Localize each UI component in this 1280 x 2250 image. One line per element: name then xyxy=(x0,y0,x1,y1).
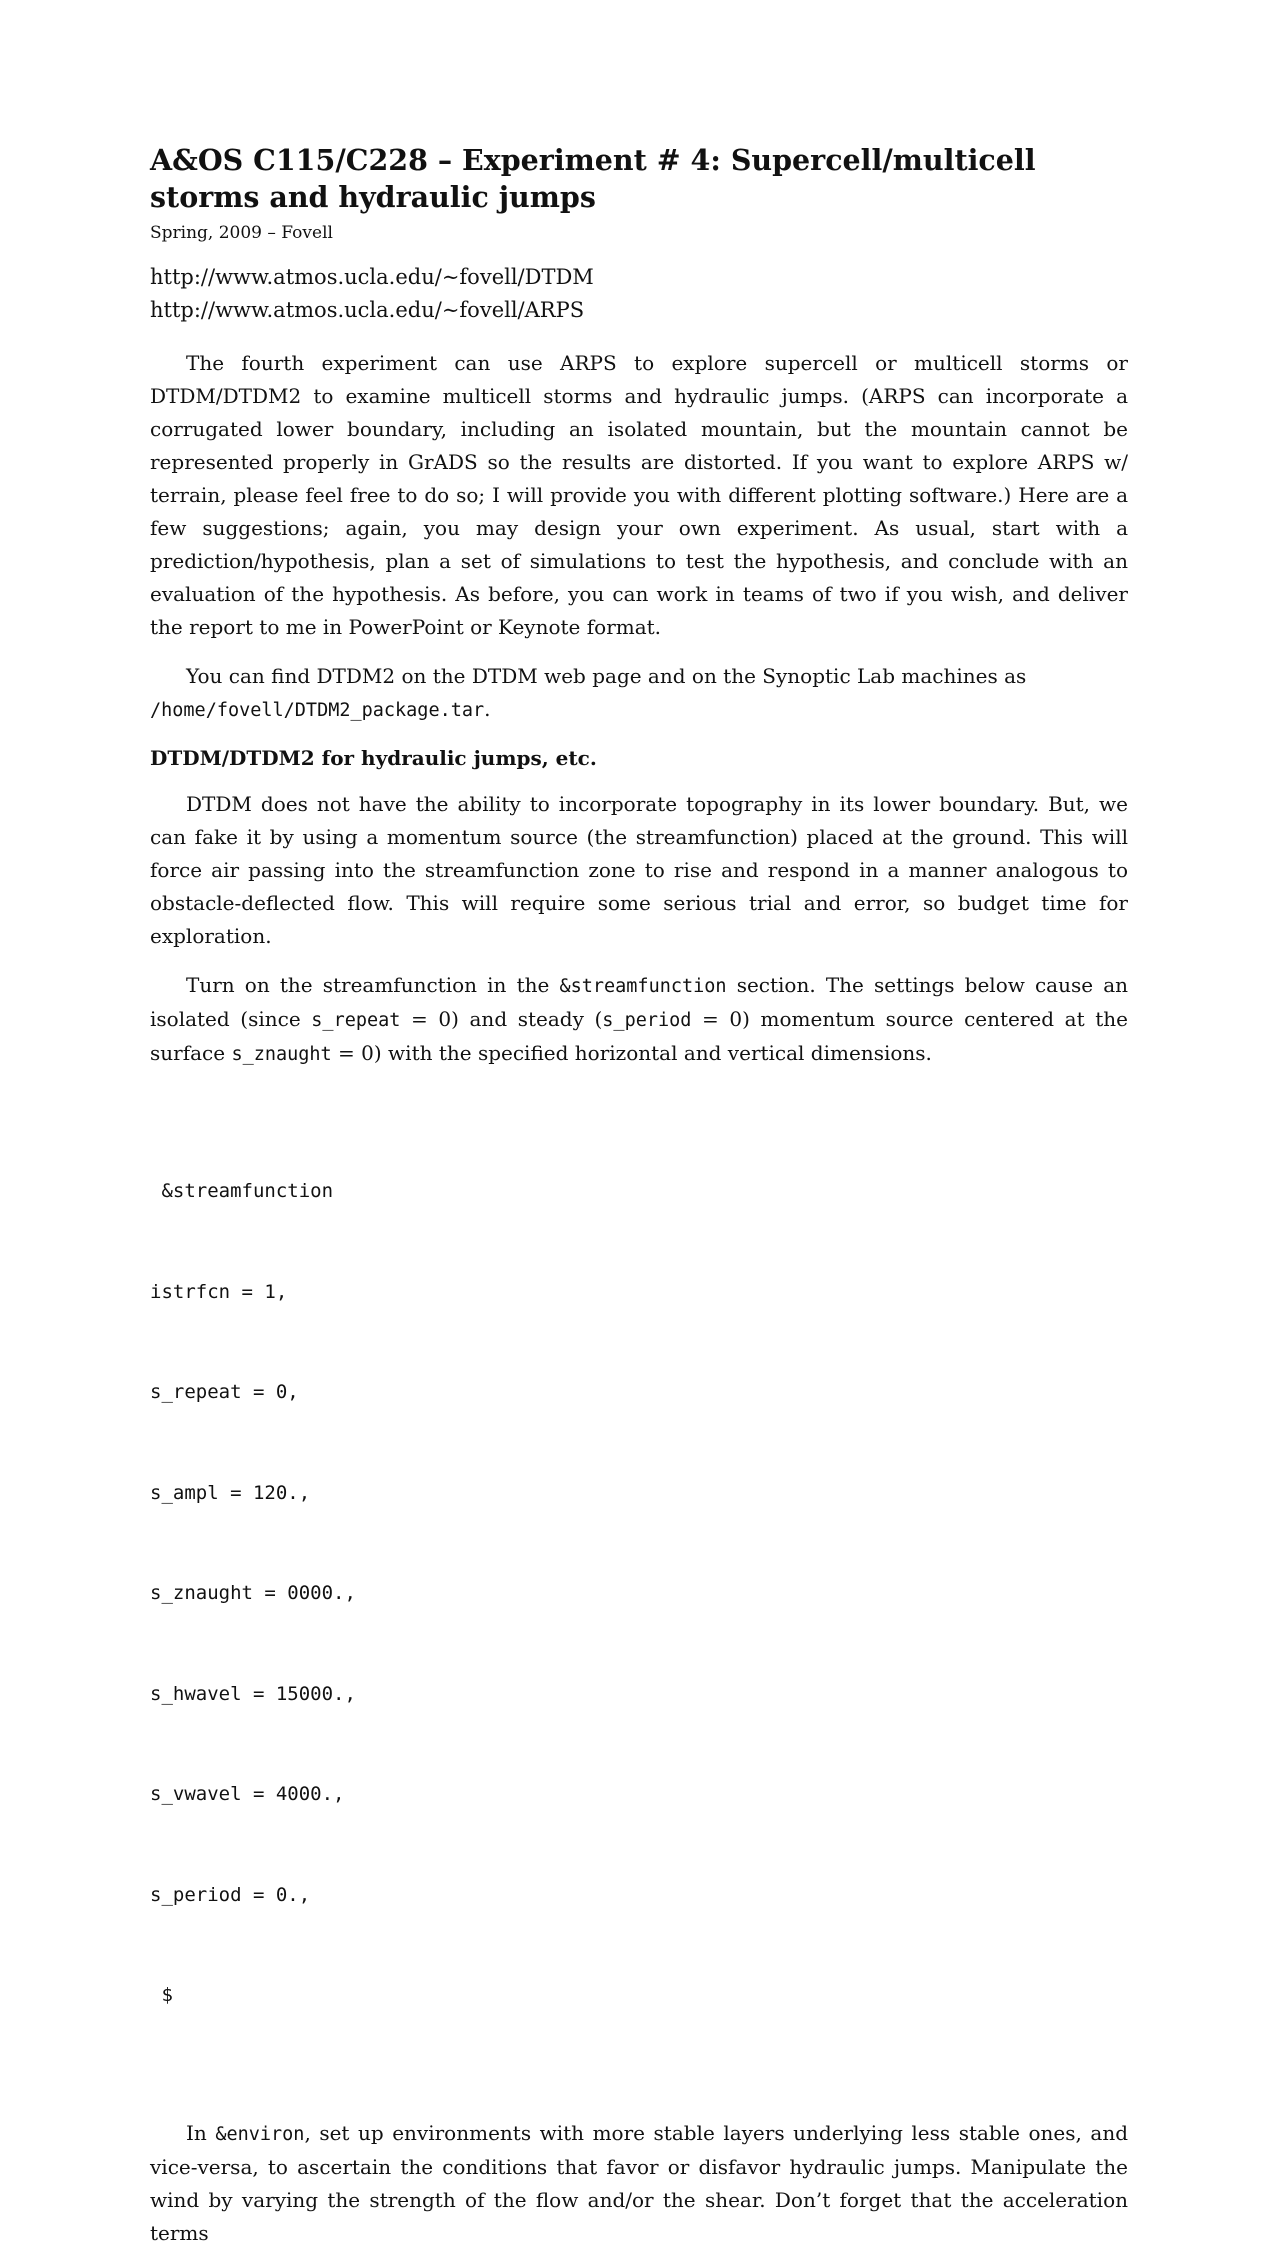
code-line: s_repeat = 0, xyxy=(150,1381,299,1403)
paragraph-environ xyxy=(150,2117,1128,2250)
code-line: s_vwavel = 4000., xyxy=(150,1783,345,1805)
p4-text-2: section. The settings below cause an isolated (since xyxy=(150,973,1129,1031)
p4-code-s-repeat: s_repeat xyxy=(311,1010,401,1031)
p4-text-3: = 0) and steady ( xyxy=(411,1007,603,1031)
code-line: s_period = 0., xyxy=(150,1883,311,1906)
document-page xyxy=(150,142,1128,2250)
url-list xyxy=(150,261,1128,327)
code-line: istrfcn = 1, xyxy=(150,1280,288,1303)
paragraph-dtdm2-end: . xyxy=(484,697,491,721)
code-line: s_znaught = 0000., xyxy=(150,1582,356,1604)
p4-code-s-znaught: s_znaught xyxy=(231,1044,332,1065)
p5-code-environ: &environ xyxy=(215,2123,305,2145)
document-title: A&OS C115/C228 – Experiment # 4: Supercell/multicell storms and hydraulic jumps xyxy=(150,143,1036,214)
code-line: $ xyxy=(150,1984,173,2006)
section-heading: DTDM/DTDM2 for hydraulic jumps, etc. xyxy=(150,746,597,770)
p4-text-4: = 0) momentum source centered at the surface xyxy=(150,1007,1128,1065)
code-line: s_hwavel = 15000., xyxy=(150,1682,356,1705)
url-dtdm[interactable]: http://www.atmos.ucla.edu/∼fovell/DTDM xyxy=(150,265,594,289)
paragraph-dtdm2-text: You can find DTDM2 on the DTDM web page and on the Synoptic Lab machines as xyxy=(186,664,1027,688)
code-line: &streamfunction xyxy=(150,1180,334,1202)
paragraph-intro: The fourth experiment can use ARPS to explore supercell or multicell storms or DTDM/DTDM2 to examine multicell storms and hydraulic jumps. (ARPS can incorporate a corrugated lower boundary, including an isolated mountain, but the mountain cannot be represented properly in GrADS so the results are distorted. If you want to explore ARPS w/ terrain, please feel free to do so; I will provide you with different plotting software.) Here are a few suggestions; again, you may design your own experiment. As usual, start with a prediction/hypothesis, plan a set of simulations to test the hypothesis, and conclude with an evaluation of the hypothesis. As before, you can work in teams of two if you wish, and deliver the report to me in PowerPoint or Keynote format. xyxy=(150,351,1128,639)
paragraph-streamfunction xyxy=(150,969,1128,1071)
p5-text-2: , set up environments with more stable layers underlying less stable ones, and vice-versa, to ascertain the conditions that favor or disfavor hydraulic jumps. Manipulate the wind by varying the strength of the flow and/or the shear. Don’t forget that the acceleration terms xyxy=(150,2120,1129,2245)
p4-text-1: Turn on the streamfunction in the xyxy=(186,973,550,997)
paragraph-dtdm2-location xyxy=(150,660,1128,727)
code-line: s_ampl = 120., xyxy=(150,1481,311,1504)
p4-code-s-period: s_period xyxy=(602,1010,692,1031)
url-arps[interactable]: http://www.atmos.ucla.edu/∼fovell/ARPS xyxy=(150,298,585,322)
p4-code-streamfunction: &streamfunction xyxy=(559,976,727,997)
document-subtitle: Spring, 2009 – Fovell xyxy=(150,223,333,243)
p4-text-5: = 0) with the specified horizontal and vertical dimensions. xyxy=(338,1041,932,1065)
dtdm2-path: /home/fovell/DTDM2_package.tar xyxy=(150,700,485,721)
paragraph-topography: DTDM does not have the ability to incorporate topography in its lower boundary. But, we can fake it by using a momentum source (the streamfunction) placed at the ground. This will force air passing into the streamfunction zone to rise and respond in a manner analogous to obstacle-deflected flow. This will require some serious trial and error, so budget time for exploration. xyxy=(150,792,1128,948)
code-block xyxy=(150,1108,1128,2080)
p5-text-1: In xyxy=(186,2120,207,2145)
